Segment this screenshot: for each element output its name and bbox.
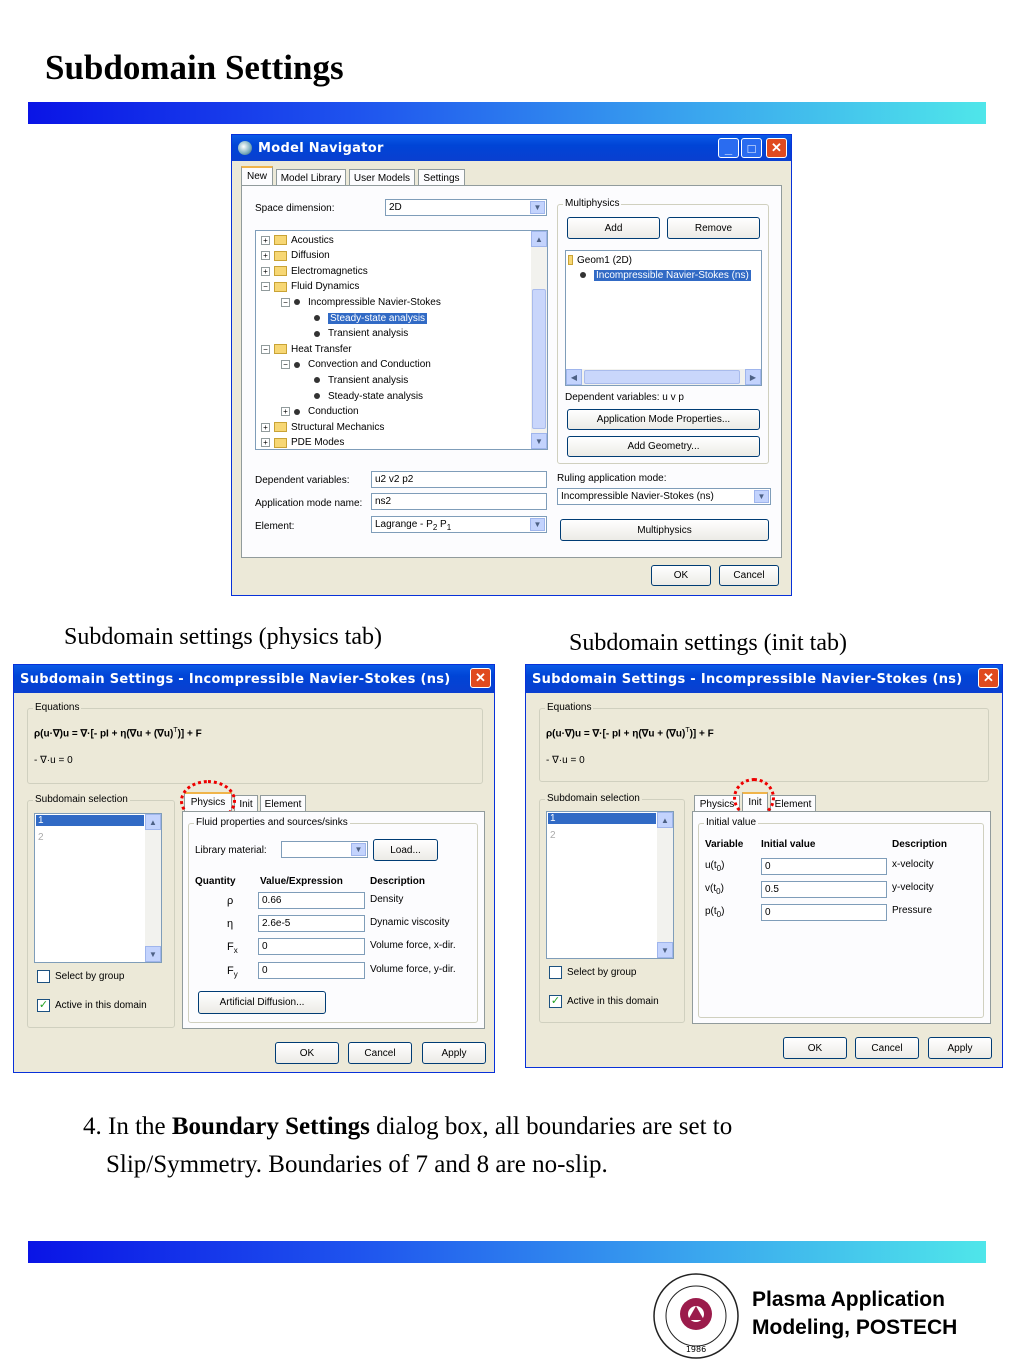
scroll-up-icon[interactable]: ▲	[531, 231, 547, 247]
equations-group	[27, 702, 483, 784]
tree-item-label: PDE Modes	[291, 437, 345, 449]
equations-group	[539, 702, 989, 782]
ok-button[interactable]: OK	[651, 565, 711, 586]
tree-item[interactable]	[261, 436, 344, 450]
application-mode-tree[interactable]	[255, 230, 548, 450]
value-expression-input[interactable]: 0	[258, 938, 365, 955]
tree-scrollbar[interactable]	[531, 231, 547, 449]
quantity-symbol: ρ	[227, 895, 234, 907]
bullet-icon	[294, 299, 300, 305]
expand-icon[interactable]: +	[261, 267, 270, 276]
bullet-icon	[314, 331, 320, 337]
value-expression-input[interactable]: 0	[258, 962, 365, 979]
slide-title: Subdomain Settings	[45, 48, 344, 87]
scroll-down-icon[interactable]: ▼	[145, 946, 161, 962]
tree-item-label: Conduction	[308, 406, 359, 418]
bullet-icon	[294, 409, 300, 415]
chevron-down-icon[interactable]: ▼	[351, 843, 366, 856]
tree-item-label: Electromagnetics	[291, 265, 368, 277]
column-header-variable: Variable	[705, 839, 744, 850]
collapse-icon[interactable]: −	[261, 345, 270, 354]
active-in-domain-checkbox[interactable]: ✓ Active in this domain	[38, 999, 147, 1012]
expand-icon[interactable]: +	[261, 423, 270, 432]
chevron-down-icon[interactable]: ▼	[530, 201, 545, 214]
checkmark-icon[interactable]: ✓	[38, 999, 49, 1011]
subdomain-settings-init-window	[525, 664, 1003, 1068]
tab-model-library[interactable]: Model Library	[276, 169, 346, 186]
folder-icon	[274, 344, 287, 354]
variable-description: x-velocity	[892, 859, 934, 870]
variable-description: y-velocity	[892, 882, 934, 893]
equation-continuity: - ∇·u = 0	[34, 755, 73, 766]
subdomain-selection-label: Subdomain selection	[547, 793, 640, 804]
tab-physics[interactable]: Physics	[694, 795, 740, 812]
column-header-initial-value: Initial value	[761, 839, 816, 850]
footer-organization	[752, 1286, 957, 1342]
folder-icon	[274, 422, 287, 432]
element-select[interactable]	[371, 516, 547, 533]
ruling-application-mode-value: Incompressible Navier-Stokes (ns)	[561, 491, 714, 502]
folder-icon	[274, 438, 287, 448]
multiphysics-list[interactable]	[565, 250, 762, 386]
subdomain-list[interactable]	[546, 811, 674, 959]
tree-item[interactable]	[301, 389, 423, 403]
university-seal-icon	[652, 1272, 740, 1360]
expand-icon[interactable]: +	[261, 251, 270, 260]
checkmark-icon[interactable]: ✓	[550, 995, 561, 1007]
scroll-right-icon[interactable]: ▶	[745, 369, 761, 385]
initial-value-input[interactable]: 0.5	[761, 881, 887, 898]
ok-button[interactable]: OK	[783, 1037, 847, 1059]
library-material-label: Library material:	[195, 845, 267, 856]
checkbox-icon[interactable]	[37, 970, 50, 983]
quantity-description: Density	[370, 894, 404, 905]
init-tab-caption: Subdomain settings (init tab)	[569, 630, 847, 656]
apply-button[interactable]: Apply	[422, 1042, 486, 1064]
variable-name: $p(t_0)$	[705, 906, 725, 919]
tree-item-label: Transient analysis	[328, 374, 409, 386]
geom-node[interactable]	[568, 253, 632, 267]
title-bar[interactable]	[526, 665, 1002, 693]
step-line-2: Slip/Symmetry. Boundaries of 7 and 8 are no-slip.	[106, 1151, 608, 1178]
tree-item[interactable]	[281, 358, 431, 372]
list-scrollbar[interactable]	[145, 814, 161, 962]
element-label: Element:	[255, 521, 295, 532]
tab-physics[interactable]: Physics	[184, 792, 232, 811]
ruling-application-mode-select[interactable]	[557, 488, 771, 505]
geom-child-label: Incompressible Navier-Stokes (ns)	[596, 269, 749, 281]
cancel-button[interactable]: Cancel	[348, 1042, 412, 1064]
scroll-thumb[interactable]	[532, 289, 546, 429]
app-icon	[238, 141, 252, 155]
tree-item[interactable]	[261, 420, 384, 434]
initial-value-input[interactable]: 0	[761, 904, 887, 921]
cancel-button[interactable]: Cancel	[855, 1037, 919, 1059]
folder-icon	[274, 266, 287, 276]
tree-item[interactable]	[301, 373, 408, 387]
window-title: Model Navigator	[258, 140, 384, 156]
footer-line-2: Modeling, POSTECH	[752, 1316, 958, 1339]
space-dimension-label: Space dimension:	[255, 203, 335, 214]
scroll-up-icon[interactable]: ▲	[657, 812, 673, 828]
tree-item-label: Fluid Dynamics	[291, 281, 360, 293]
quantity-description: Dynamic viscosity	[370, 917, 450, 928]
list-scrollbar[interactable]	[657, 812, 673, 958]
collapse-icon[interactable]: −	[261, 282, 270, 291]
model-navigator-window	[231, 134, 792, 596]
column-header-value: Value/Expression	[260, 876, 343, 887]
folder-icon	[274, 235, 287, 245]
collapse-icon[interactable]: −	[281, 298, 290, 307]
chevron-down-icon[interactable]: ▼	[530, 518, 545, 531]
load-button[interactable]: Load...	[373, 839, 438, 861]
tab-settings[interactable]: Settings	[418, 169, 465, 186]
subdomain-settings-physics-window	[13, 664, 495, 1073]
equations-label: Equations	[35, 702, 80, 713]
artificial-diffusion-button[interactable]: Artificial Diffusion...	[198, 991, 326, 1014]
scroll-up-icon[interactable]: ▲	[145, 814, 161, 830]
tab-element[interactable]: Element	[260, 795, 306, 812]
tree-item-label: Diffusion	[291, 250, 330, 262]
quantity-description: Volume force, x-dir.	[370, 940, 456, 951]
tab-new[interactable]: New	[241, 166, 273, 185]
step-text	[83, 1108, 963, 1184]
bullet-icon	[580, 272, 586, 278]
window-title: Subdomain Settings - Incompressible Navier-Stokes (ns)	[532, 671, 963, 687]
equation-continuity: - ∇·u = 0	[546, 755, 585, 766]
tree-item[interactable]	[281, 405, 359, 419]
title-bar[interactable]	[232, 135, 791, 161]
library-material-select[interactable]	[281, 841, 368, 858]
equation-momentum: ρ(u·∇)u = ∇·[- pI + $\eta(\nabla u + (\nabla u)^T)] + F$	[546, 727, 714, 740]
active-in-domain-checkbox[interactable]: ✓ Active in this domain	[550, 995, 659, 1008]
tree-item-label: Steady-state analysis	[330, 312, 426, 324]
apply-button[interactable]: Apply	[928, 1037, 992, 1059]
tree-item[interactable]	[261, 280, 359, 294]
tab-init[interactable]: Init	[234, 795, 258, 812]
element-value: Lagrange - $P_2$ $P_1$	[375, 519, 452, 532]
tree-item[interactable]	[301, 327, 408, 341]
tab-init[interactable]: Init	[742, 792, 768, 811]
window-title: Subdomain Settings - Incompressible Navier-Stokes (ns)	[20, 671, 451, 687]
subdomain-selection-label: Subdomain selection	[35, 794, 128, 805]
space-dimension-value: 2D	[389, 202, 402, 213]
tree-item-label: Acoustics	[291, 234, 334, 246]
quantity-symbol: η	[227, 918, 234, 930]
list-item[interactable]: 1	[548, 813, 656, 824]
collapse-icon[interactable]: −	[281, 360, 290, 369]
title-bar[interactable]	[14, 665, 494, 693]
subdomain-list[interactable]	[34, 813, 162, 963]
bullet-icon	[314, 315, 320, 321]
tree-item-label: Structural Mechanics	[291, 421, 385, 433]
svg-text:1986: 1986	[685, 1345, 707, 1354]
tree-item-label: Steady-state analysis	[328, 390, 424, 402]
application-mode-properties-button[interactable]: Application Mode Properties...	[567, 409, 760, 430]
tree-item[interactable]	[301, 311, 427, 325]
multiphysics-dependent-variables: Dependent variables: u v p	[565, 392, 684, 403]
column-header-quantity: Quantity	[195, 876, 236, 887]
tree-item[interactable]	[261, 342, 352, 356]
initial-value-input[interactable]: 0	[761, 858, 887, 875]
ok-button[interactable]: OK	[275, 1042, 339, 1064]
tree-item-label: Convection and Conduction	[308, 359, 431, 371]
bottom-gradient-bar	[28, 1241, 986, 1263]
geom-label: Geom1 (2D)	[577, 254, 633, 266]
variable-name: $v(t_0)$	[705, 883, 724, 896]
tree-item-label: Heat Transfer	[291, 343, 352, 355]
variable-name: $u(t_0)$	[705, 860, 725, 873]
scroll-down-icon[interactable]: ▼	[657, 942, 673, 958]
list-item[interactable]: 1	[36, 815, 144, 826]
initial-value-label: Initial value	[706, 817, 757, 828]
add-button[interactable]: Add	[567, 217, 660, 239]
tree-item-label: Incompressible Navier-Stokes	[308, 296, 441, 308]
expand-icon[interactable]: +	[261, 438, 270, 447]
add-geometry-button[interactable]: Add Geometry...	[567, 436, 760, 457]
fluid-properties-label: Fluid properties and sources/sinks	[196, 817, 348, 828]
tree-item[interactable]	[281, 295, 441, 309]
top-gradient-bar	[28, 102, 986, 124]
quantity-description: Volume force, y-dir.	[370, 964, 456, 975]
geom-child-node[interactable]	[580, 268, 751, 282]
space-dimension-select[interactable]	[385, 199, 547, 216]
application-mode-name-input[interactable]: ns2	[371, 493, 547, 510]
multiphysics-label: Multiphysics	[565, 198, 620, 209]
folder-icon	[274, 282, 287, 292]
dependent-variables-label: Dependent variables:	[255, 475, 350, 486]
tree-item-label: Transient analysis	[328, 328, 409, 340]
quantity-symbol: $F_x$	[227, 941, 238, 956]
folder-icon	[274, 251, 287, 261]
column-header-description: Description	[892, 839, 948, 850]
step-line-1: 4. In the Boundary Settings dialog box, all boundaries are set to	[83, 1113, 733, 1140]
quantity-symbol: $F_y$	[227, 965, 238, 980]
expand-icon[interactable]: +	[281, 407, 290, 416]
variable-description: Pressure	[892, 905, 933, 916]
value-expression-input[interactable]: 0.66	[258, 892, 365, 909]
tree-item[interactable]	[261, 264, 368, 278]
checkbox-icon[interactable]	[549, 966, 562, 979]
expand-icon[interactable]: +	[261, 236, 270, 245]
bullet-icon	[314, 377, 320, 383]
tab-user-models[interactable]: User Models	[349, 169, 415, 186]
remove-button[interactable]: Remove	[667, 217, 760, 239]
close-icon[interactable]: ✕	[978, 668, 999, 688]
h-scroll-thumb[interactable]	[584, 370, 740, 384]
horizontal-scrollbar[interactable]	[566, 369, 761, 385]
list-item[interactable]: 2	[550, 830, 556, 841]
application-mode-name-label: Application mode name:	[255, 498, 363, 509]
scroll-down-icon[interactable]: ▼	[531, 433, 547, 449]
scroll-left-icon[interactable]: ◀	[566, 369, 582, 385]
tree-item[interactable]	[261, 233, 334, 247]
minimize-icon[interactable]: _	[718, 138, 739, 158]
dependent-variables-input[interactable]: u2 v2 p2	[371, 471, 547, 488]
physics-tab-caption: Subdomain settings (physics tab)	[64, 624, 382, 650]
close-icon[interactable]: ✕	[766, 138, 787, 158]
value-expression-input[interactable]: 2.6e-5	[258, 915, 365, 932]
equations-label: Equations	[547, 702, 592, 713]
tab-element[interactable]: Element	[770, 795, 816, 812]
geometry-icon	[568, 255, 573, 265]
column-header-description: Description	[370, 876, 426, 887]
chevron-down-icon[interactable]: ▼	[754, 490, 769, 503]
maximize-icon[interactable]: □	[741, 138, 762, 158]
select-by-group-checkbox[interactable]: Select by group	[549, 966, 637, 979]
tree-item[interactable]	[261, 249, 330, 263]
footer-line-1: Plasma Application	[752, 1288, 945, 1311]
bullet-icon	[294, 362, 300, 368]
ruling-application-mode-label: Ruling application mode:	[557, 473, 667, 484]
equation-momentum: ρ(u·∇)u = ∇·[- pI + $\eta(\nabla u + (\nabla u)^T)] + F$	[34, 727, 202, 740]
close-icon[interactable]: ✕	[470, 668, 491, 688]
bullet-icon	[314, 393, 320, 399]
select-by-group-checkbox[interactable]: Select by group	[37, 970, 125, 983]
list-item[interactable]: 2	[38, 832, 44, 843]
cancel-button[interactable]: Cancel	[719, 565, 779, 586]
multiphysics-button[interactable]: Multiphysics	[560, 519, 769, 541]
